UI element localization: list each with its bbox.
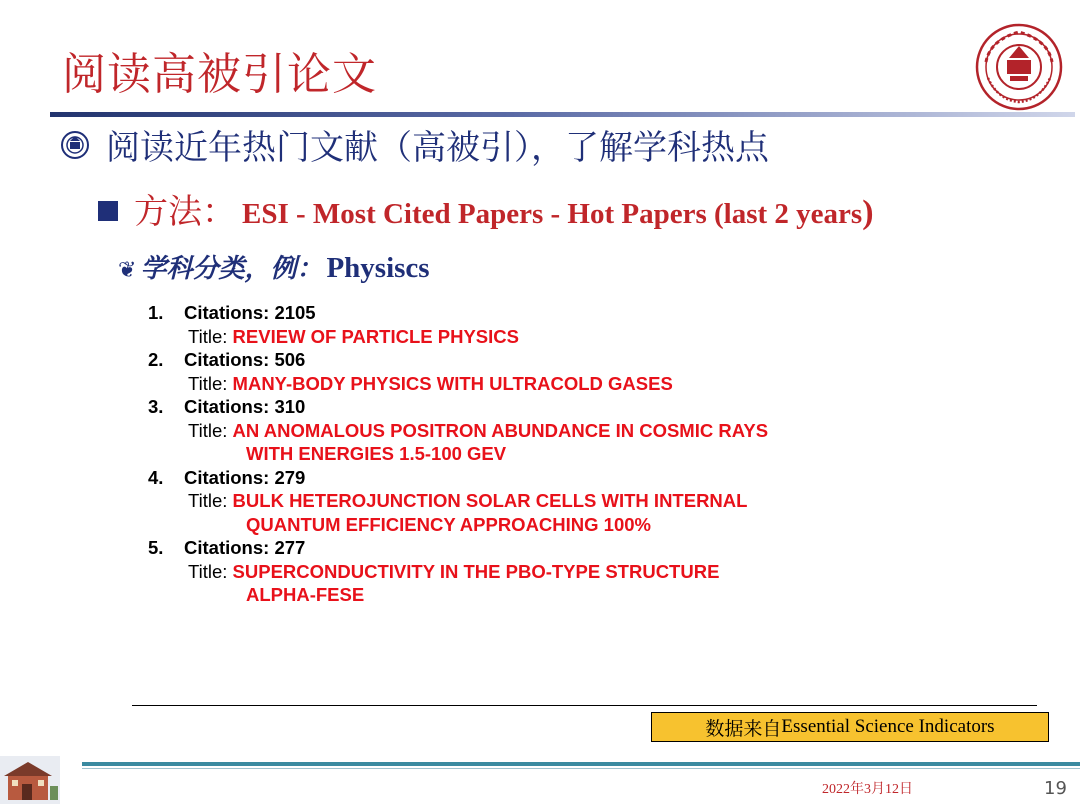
list-item: [148, 301, 768, 348]
citations: Citations: 279: [184, 466, 306, 488]
citations: Citations: 506: [184, 349, 306, 370]
paper-title: BULK HETEROJUNCTION SOLAR CELLS WITH INTERNAL: [232, 490, 748, 511]
item-number: 2.: [148, 349, 164, 370]
title-label: Title:: [188, 560, 233, 582]
footer-date: 2022年3月12日: [822, 782, 913, 797]
paper-title-continued: WITH ENERGIES 1.5-100 GEV: [246, 443, 507, 464]
method-close: ): [862, 194, 874, 231]
page-title: 阅读高被引论文: [62, 49, 377, 100]
list-item: [148, 466, 768, 537]
item-number: 5.: [148, 537, 164, 558]
paper-title: REVIEW OF PARTICLE PHYSICS: [232, 325, 519, 347]
source-box: [651, 712, 1049, 742]
category-value: Physiscs: [326, 252, 430, 284]
title-label: Title:: [188, 419, 233, 441]
title-label: Title:: [188, 490, 233, 511]
category-label: 学科分类，例：: [140, 254, 323, 284]
paper-title-continued: QUANTUM EFFICIENCY APPROACHING 100%: [246, 513, 651, 535]
subtitle-text: 阅读近年热门文献（高被引），了解学科热点: [106, 128, 769, 168]
paper-title: AN ANOMALOUS POSITRON ABUNDANCE IN COSMIC RAYS: [232, 419, 769, 441]
campus-photo-icon: [0, 756, 60, 804]
header-divider: [50, 112, 1075, 117]
footer-divider-thin: [82, 768, 1080, 769]
source-name: Essential Science Indicators: [781, 716, 995, 737]
title-label: Title:: [188, 325, 233, 347]
citations: Citations: 310: [184, 396, 306, 417]
method-label: 方法：: [134, 192, 236, 232]
flower-bullet-icon: ❦: [118, 258, 137, 283]
source-prefix: 数据来自: [705, 717, 782, 740]
item-number: 1.: [148, 302, 164, 323]
square-bullet-icon: [98, 201, 118, 221]
method-row: [98, 184, 874, 233]
list-item: [148, 395, 768, 466]
paper-title: SUPERCONDUCTIVITY IN THE PBO-TYPE STRUCTURE: [232, 560, 720, 582]
footer-divider: [82, 762, 1080, 766]
method-text: ESI - Most Cited Papers - Hot Papers (last 2 years: [242, 198, 863, 230]
paper-list: [148, 301, 768, 607]
subtitle-row: [60, 120, 769, 169]
list-item: [148, 348, 768, 395]
paper-title-continued: ALPHA-FESE: [246, 584, 365, 605]
seal-bullet-icon: [60, 130, 90, 160]
paper-title: MANY-BODY PHYSICS WITH ULTRACOLD GASES: [232, 372, 673, 394]
category-row: [118, 248, 430, 285]
item-number: 3.: [148, 396, 164, 417]
university-seal-icon: [974, 22, 1064, 112]
title-label: Title:: [188, 372, 233, 394]
citations: Citations: 277: [184, 537, 306, 558]
list-item: [148, 536, 768, 607]
page-number: 19: [1044, 778, 1067, 799]
separator-line: [132, 705, 1037, 706]
citations: Citations: 2105: [184, 302, 316, 323]
item-number: 4.: [148, 466, 164, 488]
